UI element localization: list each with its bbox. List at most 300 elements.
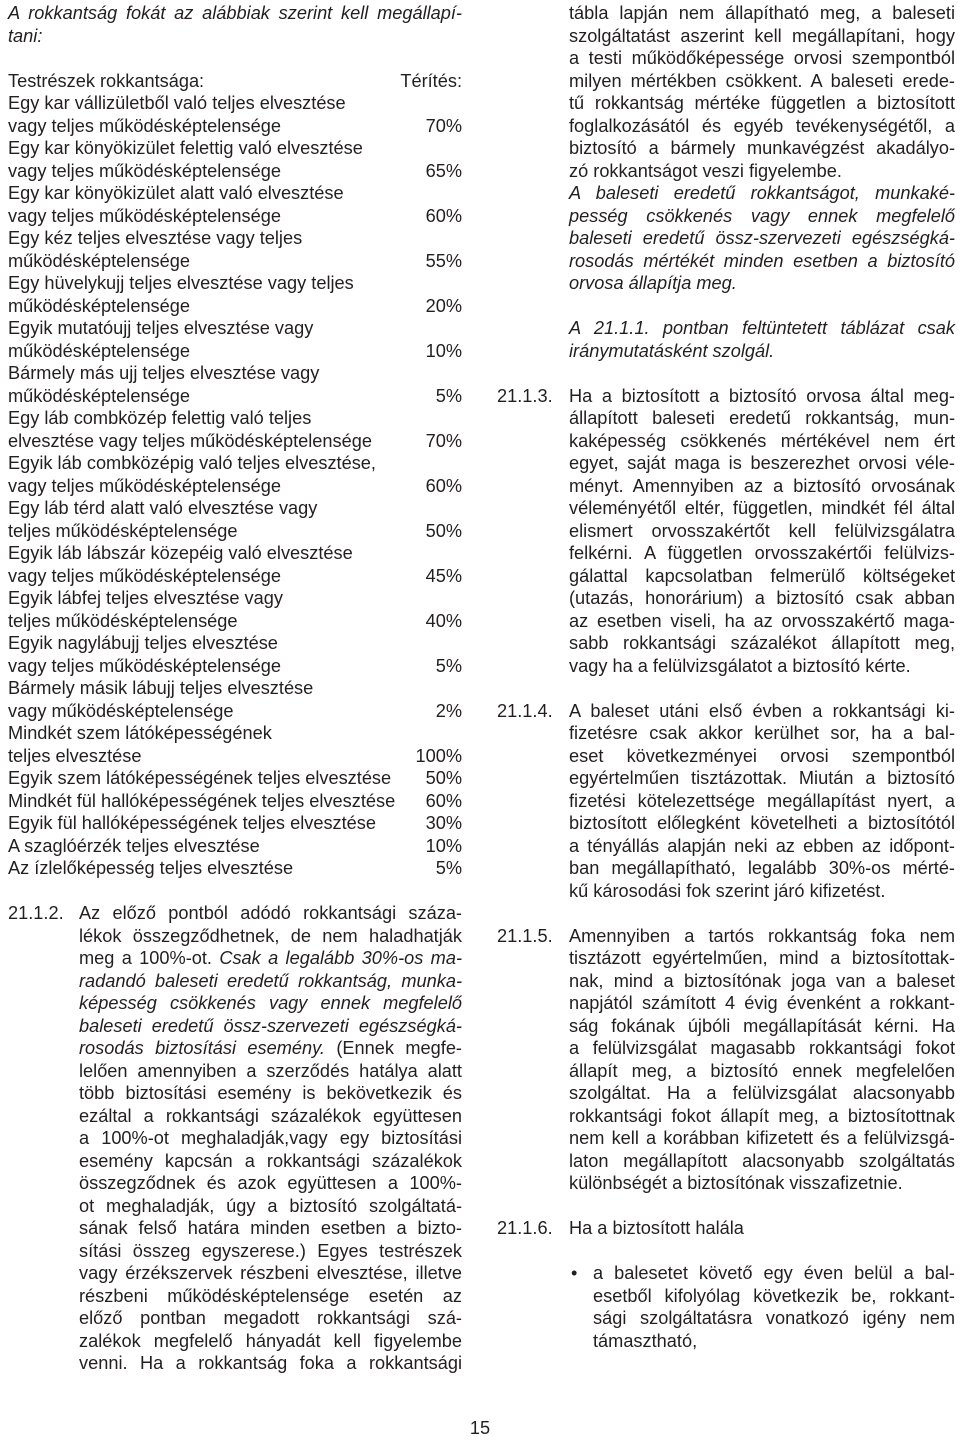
paragraph [569, 925, 955, 1195]
table-row [8, 452, 462, 497]
text-line [79, 1150, 462, 1173]
table-row [8, 632, 462, 677]
table-row-line [8, 497, 462, 520]
text-run: laton megállapított alacsonyabb szolgáltatás [569, 1150, 955, 1171]
text-line [569, 947, 955, 970]
text-line [8, 25, 462, 48]
body-part-label: vagy működésképtelensége [8, 700, 234, 721]
text-line [569, 407, 955, 430]
paragraph [569, 182, 955, 295]
table-row-line [8, 565, 462, 588]
section-body [569, 2, 955, 295]
table-row [8, 497, 462, 542]
body-part-label: Egyik nagylábujj teljes elvesztése [8, 633, 278, 653]
text-run: összegződnek és azok együttesen a 100%- [79, 1173, 462, 1193]
body-part-label: vagy teljes működésképtelensége [8, 475, 281, 496]
text-line [569, 835, 955, 858]
text-line [569, 182, 955, 205]
italic-text-run: pesség csökkenés vagy ennek megfelelő [569, 205, 955, 226]
bullet-list [569, 1262, 955, 1352]
text-line [593, 1330, 955, 1353]
compensation-rate: 60% [425, 475, 462, 496]
italic-text-run: baleseti eredetű össz-szervezeti egészségká- [569, 228, 955, 248]
text-line [569, 1105, 955, 1128]
text-line [79, 947, 462, 970]
table-row-line [8, 587, 462, 610]
table-row-line [8, 722, 462, 745]
table-header [8, 70, 462, 93]
italic-text-run: Csak a legalább 30%-os ma- [219, 948, 463, 968]
text-run: egyértelműen tisztázottak. Miután a biztosító [569, 768, 955, 788]
text-run: sának felső határa minden esetben a bizto- [79, 1218, 462, 1238]
text-line [8, 2, 462, 25]
compensation-rate: 10% [425, 340, 462, 361]
text-line [569, 542, 955, 565]
text-line [569, 340, 955, 363]
paragraph [569, 1217, 955, 1240]
text-run: vagy ha a felülvizsgálatot a biztosító kérte. [569, 655, 911, 676]
text-run: állapított baleseti eredetű rokkantság, mun- [569, 408, 955, 428]
text-run: a testi működőképessége orvosi szempontból [569, 48, 955, 68]
body-part-label: Egyik láb lábszár közepéig való elvesztése [8, 543, 353, 563]
text-line [79, 925, 462, 948]
text-run: sabb rokkantsági százalékot állapított meg, [569, 633, 955, 653]
table-row [8, 542, 462, 587]
table-row [8, 587, 462, 632]
text-line [569, 700, 955, 723]
text-line [569, 385, 955, 408]
body-part-label: Egy láb combközép felettig való teljes [8, 408, 312, 428]
body-part-label: A szaglóérzék teljes elvesztése [8, 835, 260, 856]
text-run: tábla lapján nem állapítható meg, a baleseti [569, 3, 955, 23]
text-run: napjától számított 4 évig évenként a rokkant- [569, 993, 955, 1013]
text-line [79, 1015, 462, 1038]
table-row-line [8, 812, 462, 835]
text-run: tű rokkantság mértéke független a biztosított [569, 93, 955, 113]
text-run: Amennyiben a tartós rokkantság foka nem [569, 925, 955, 946]
section-number: 21.1.2. [8, 903, 64, 923]
table-row-line [8, 115, 462, 138]
compensation-rate: 65% [425, 160, 462, 181]
text-line [569, 790, 955, 813]
text-run: kű károsodási fok szerint járó kifizetést. [569, 880, 886, 901]
body-part-label: teljes működésképtelensége [8, 520, 238, 541]
compensation-rate: 100% [415, 745, 462, 766]
text-line [569, 47, 955, 70]
italic-text-run: orvosa állapítja meg. [569, 273, 737, 293]
text-line [569, 655, 955, 678]
italic-text-run: iránymutatásként szolgál. [569, 340, 775, 361]
body-part-label: teljes működésképtelensége [8, 610, 238, 631]
table-row [8, 227, 462, 272]
text-run: foglalkozásától és egyéb tevékenységétől, a [569, 115, 955, 136]
text-run: (Ennek megfe- [324, 1038, 462, 1058]
text-run: esetből kifolyólag következik be, rokkant- [593, 1285, 955, 1306]
table-row-line [8, 430, 462, 453]
body-part-label: elvesztése vagy teljes működésképtelensége [8, 430, 372, 451]
text-run: milyen mértékben csökkent. A baleseti erede- [569, 70, 955, 91]
text-run: a 100%-ot meghaladják,vagy egy biztosítási [79, 1128, 462, 1148]
text-run: több biztosítási esemény is bekövetkezik és [79, 1083, 462, 1103]
page-number: 15 [469, 1418, 491, 1438]
body-part-label: vagy teljes működésképtelensége [8, 160, 281, 181]
italic-text-run: képesség csökkenés vagy ennek megfelelő [79, 993, 462, 1013]
text-line [569, 1037, 955, 1060]
table-row-line [8, 227, 462, 250]
text-line [569, 520, 955, 543]
text-line [569, 92, 955, 115]
table-row-line [8, 475, 462, 498]
text-line [569, 1217, 955, 1240]
text-line [569, 317, 955, 340]
text-block [497, 2, 955, 295]
text-line [569, 2, 955, 25]
italic-text-run: A baleseti eredetű rokkantságot, munkaké- [569, 183, 955, 203]
table-row [8, 407, 462, 452]
text-run: sági szolgáltatásra vonatkozó igény nem [593, 1308, 955, 1328]
text-run: elismert orvosszakértőt kell felülvizsgálatra [569, 520, 955, 541]
text-line [79, 1285, 462, 1308]
text-run: ság fokának újbóli megállapítását kérni. Ha [569, 1015, 955, 1036]
text-line [569, 205, 955, 228]
text-run: rokkantsági fokot állapít meg, a biztosítottnak [569, 1105, 955, 1126]
section-body [569, 925, 955, 1195]
text-run: biztosító a bármely munkavégzést akadályo- [569, 138, 955, 158]
text-line [79, 992, 462, 1015]
body-part-label: vagy teljes működésképtelensége [8, 565, 281, 586]
paragraph [569, 2, 955, 182]
text-line [569, 137, 955, 160]
body-part-label: Egy kar könyökizület felettig való elvesztése [8, 138, 363, 158]
text-run: különbségét a biztosítónak visszafizetnie. [569, 1173, 903, 1193]
text-line [79, 1060, 462, 1083]
italic-text-run: A 21.1.1. pontban feltüntetett táblázat csak [569, 318, 955, 338]
table-row-line [8, 632, 462, 655]
text-run: meg a 100%-ot. [79, 948, 220, 968]
text-line [593, 1285, 955, 1308]
text-run: Ha a biztosított a biztosító orvosa által meg- [569, 385, 955, 406]
table-row [8, 92, 462, 137]
compensation-rate: 45% [425, 565, 462, 586]
compensation-rate: 50% [425, 768, 462, 788]
table-row-line [8, 407, 462, 430]
table-row-line [8, 767, 462, 790]
italic-text-run: baleseti eredetű össz-szervezeti egészségká- [79, 1015, 462, 1036]
table-row-line [8, 317, 462, 340]
table-row [8, 137, 462, 182]
text-line [569, 812, 955, 835]
table-row [8, 812, 462, 835]
section-21-1-5 [497, 925, 955, 1195]
italic-text-run: A rokkantság fokát az alábbiak szerint kell megállapí- [8, 3, 462, 23]
section-body [569, 317, 955, 362]
compensation-rate: 70% [425, 430, 462, 451]
table-row [8, 677, 462, 722]
table-row [8, 317, 462, 362]
section-body [569, 1217, 955, 1352]
text-line [569, 1172, 955, 1195]
text-run: fizetési kötelezettsége megállapítást nyert, a [569, 790, 955, 811]
body-part-label: vagy teljes működésképtelensége [8, 115, 281, 136]
text-run: nak, mind a biztosítónak joga van a baleset [569, 970, 955, 991]
text-run: a tényállás alapján neki az ebben az időpont- [569, 835, 955, 856]
text-line [79, 1127, 462, 1150]
text-line [593, 1262, 955, 1285]
text-run: részbeni működésképtelensége esetén az [79, 1285, 462, 1306]
italic-text-run: radandó baleseti eredetű rokkantság, munka- [79, 970, 462, 991]
text-line [79, 1240, 462, 1263]
italic-text-run: rosodás mértékét minden esetben a biztosító [569, 250, 955, 271]
text-line [569, 497, 955, 520]
table-row-line [8, 745, 462, 768]
table-row [8, 362, 462, 407]
body-part-label: Bármely másik lábujj teljes elvesztése [8, 678, 314, 698]
body-part-label: Egy láb térd alatt való elvesztése vagy [8, 498, 318, 518]
text-line [569, 610, 955, 633]
italic-text-run: tani: [8, 25, 43, 46]
text-run: sítási összeg egyszerese.) Egyes testrészek [79, 1240, 462, 1261]
text-run: előző pontban megadott rokkantsági szá- [79, 1308, 462, 1328]
table-row-line [8, 542, 462, 565]
table-row-line [8, 655, 462, 678]
body-part-label: Egy hüvelykujj teljes elvesztése vagy teljes [8, 273, 354, 293]
section-21-1-3 [497, 385, 955, 678]
text-line [569, 160, 955, 183]
bullet-item [569, 1262, 955, 1352]
text-run: zalékok megfelelő hányadát kell figyelembe [79, 1330, 462, 1351]
text-run: Az előző pontból adódó rokkantsági száza- [79, 903, 462, 923]
text-run: felkérni. A független orvosszakértői felülvizs- [569, 543, 955, 563]
table-row [8, 790, 462, 813]
table-row-line [8, 385, 462, 408]
text-line [79, 970, 462, 993]
body-part-label: Az ízlelőképesség teljes elvesztése [8, 858, 294, 878]
table-row [8, 767, 462, 790]
body-part-label: Egyik fül hallóképességének teljes elvesztése [8, 813, 377, 833]
table-row-line [8, 205, 462, 228]
text-run: fizetésre csak akkor kerülhet sor, ha a bal- [569, 723, 955, 743]
text-line [593, 1307, 955, 1330]
section-21-1-4 [497, 700, 955, 903]
section-21-1-2 [8, 902, 462, 1375]
text-run: lelően amennyiben a szerződés hatálya alatt [79, 1060, 462, 1081]
text-run: venni. Ha a rokkantság foka a rokkantsági [79, 1353, 462, 1373]
text-line [569, 925, 955, 948]
text-line [569, 1015, 955, 1038]
section-number: 21.1.5. [497, 925, 553, 946]
text-run: a balesetet követő egy éven belül a bal- [593, 1263, 955, 1283]
text-line [569, 565, 955, 588]
left-column [8, 2, 462, 1397]
section-body [569, 700, 955, 903]
intro-note [8, 2, 462, 47]
text-line [569, 430, 955, 453]
table-header-value: Térítés: [400, 70, 462, 91]
table-row-line [8, 295, 462, 318]
text-line [79, 1330, 462, 1353]
text-line [569, 1150, 955, 1173]
table-row-line [8, 92, 462, 115]
table-row-line [8, 610, 462, 633]
text-run: a felülvizsgálat magasabb rokkantsági fokot [569, 1038, 955, 1058]
text-run: véleményétől eltér, független, mindkét fél által [569, 498, 955, 518]
body-part-label: vagy teljes működésképtelensége [8, 655, 281, 676]
text-line [569, 767, 955, 790]
section-indent [497, 2, 569, 25]
table-header-label: Testrészek rokkantsága: [8, 70, 205, 91]
text-run: tisztázott egyértelműen, mind a biztosítottak- [569, 948, 955, 968]
table-row-line [8, 340, 462, 363]
table-row [8, 272, 462, 317]
text-run: vagy érzékszervek részbeni elvesztése, illetve [79, 1263, 462, 1283]
table-row-line [8, 677, 462, 700]
text-run: támasztható, [593, 1330, 698, 1351]
left-sections [8, 902, 462, 1375]
paragraph [569, 700, 955, 903]
text-line [79, 1195, 462, 1218]
text-line [569, 70, 955, 93]
table-row-line [8, 137, 462, 160]
section-body [79, 902, 462, 1375]
table-row-line [8, 835, 462, 858]
text-line [569, 272, 955, 295]
body-part-label: Egyik láb combközépig való teljes elvesztése, [8, 453, 376, 473]
body-part-label: működésképtelensége [8, 385, 190, 406]
body-part-label: Mindkét fül hallóképességének teljes elvesztése [8, 790, 396, 811]
text-line [79, 1082, 462, 1105]
text-line [79, 1352, 462, 1375]
paragraph [79, 902, 462, 1375]
right-column [497, 2, 955, 1375]
text-run: kaképesség csökkenés mértékével nem ért [569, 430, 955, 451]
text-run: (utazás, honorárium) a biztosító csak abban [569, 588, 955, 608]
table-row-line [8, 520, 462, 543]
bullet-text [593, 1262, 955, 1352]
table-row-line [8, 700, 462, 723]
compensation-rate: 40% [425, 610, 462, 631]
body-part-label: teljes elvesztése [8, 745, 142, 766]
text-run: lékok összegződhetnek, de nem haladhatják [79, 925, 462, 946]
body-part-label: Egyik szem látóképességének teljes elvesztése [8, 768, 392, 788]
text-run: szolgáltatást aszerint kell megállapítani, hogy [569, 25, 955, 46]
text-line [79, 902, 462, 925]
paragraph [569, 317, 955, 362]
text-line [79, 1105, 462, 1128]
table-row-line [8, 452, 462, 475]
text-run: ményt. Amennyiben az a biztosító orvosának [569, 475, 955, 496]
compensation-rate: 60% [425, 205, 462, 226]
text-block [497, 317, 955, 362]
text-line [569, 25, 955, 48]
compensation-rate: 55% [425, 250, 462, 271]
body-part-label: Egy kar vállizületből való teljes elvesztése [8, 93, 346, 113]
section-number: 21.1.6. [497, 1218, 553, 1238]
text-run: szolgáltat. Ha a felülvizsgálat alacsonyabb [569, 1083, 955, 1103]
compensation-rate: 30% [425, 813, 462, 833]
bullet-marker: • [571, 1263, 578, 1283]
text-line [79, 1262, 462, 1285]
compensation-rate: 2% [435, 700, 462, 721]
table-row [8, 722, 462, 767]
compensation-rate: 70% [425, 115, 462, 136]
text-line [569, 452, 955, 475]
table-row [8, 857, 462, 880]
text-run: ezáltal a rokkantsági százalékok együttesen [79, 1105, 462, 1126]
table-row [8, 835, 462, 858]
text-run: állapít meg, a biztosító ennek megfelelően [569, 1060, 955, 1081]
text-line [569, 1060, 955, 1083]
text-run: az esetben viseli, ha az orvosszakértő maga- [569, 610, 955, 631]
body-part-label: Egyik lábfej teljes elvesztése vagy [8, 588, 283, 608]
text-run: esemény kapcsán a rokkantsági százalékok [79, 1150, 462, 1171]
section-number: 21.1.3. [497, 385, 553, 406]
table-row [8, 182, 462, 227]
compensation-rate: 20% [425, 295, 462, 316]
compensation-rate: 60% [425, 790, 462, 811]
section-21-1-6 [497, 1217, 955, 1352]
compensation-rate: 50% [425, 520, 462, 541]
section-body [569, 385, 955, 678]
paragraph [8, 2, 462, 47]
text-run: A baleset utáni első évben a rokkantsági ki- [569, 700, 955, 721]
text-run: nem kell a korábban kifizetett és a felülvizsgá- [569, 1128, 955, 1148]
text-line [569, 722, 955, 745]
text-line [569, 857, 955, 880]
paragraph [569, 385, 955, 678]
compensation-rate: 5% [435, 858, 462, 878]
compensation-rate: 5% [435, 655, 462, 676]
text-run: egyet, saját maga is beszerezhet orvosi véle- [569, 453, 955, 473]
section-indent [497, 317, 569, 340]
text-line [569, 992, 955, 1015]
table-row-line [8, 790, 462, 813]
compensation-rate: 10% [425, 835, 462, 856]
text-line [79, 1172, 462, 1195]
italic-text-run: rosodás biztosítási esemény. [79, 1038, 325, 1058]
table-row-line [8, 160, 462, 183]
text-line [569, 632, 955, 655]
text-run: Ha a biztosított halála [569, 1218, 744, 1238]
text-run: gálattal kapcsolatban felmerülő költségeket [569, 565, 955, 586]
body-part-label: Mindkét szem látóképességének [8, 723, 272, 743]
body-part-label: vagy teljes működésképtelensége [8, 205, 281, 226]
table-row-line [8, 362, 462, 385]
text-line [569, 250, 955, 273]
table-row-line [8, 182, 462, 205]
text-run: zó rokkantságot veszi figyelembe. [569, 160, 842, 181]
body-part-label: Egyik mutatóujj teljes elvesztése vagy [8, 318, 314, 338]
compensation-rate: 5% [435, 385, 462, 406]
body-part-label: Bármely más ujj teljes elvesztése vagy [8, 363, 320, 383]
table-row-line [8, 857, 462, 880]
text-line [569, 1082, 955, 1105]
body-part-label: működésképtelensége [8, 250, 190, 271]
text-line [79, 1217, 462, 1240]
body-part-label: működésképtelensége [8, 295, 190, 316]
body-part-label: Egy kar könyökizület alatt való elvesztése [8, 183, 344, 203]
table-row-line [8, 250, 462, 273]
text-line [79, 1307, 462, 1330]
text-run: biztosított előlegként követelheti a biztosítótól [569, 813, 955, 833]
text-line [569, 115, 955, 138]
text-line [569, 475, 955, 498]
text-line [569, 227, 955, 250]
text-line [569, 587, 955, 610]
text-line [569, 745, 955, 768]
disability-rate-table [8, 70, 462, 880]
text-line [569, 970, 955, 993]
text-run: eset következményei orvosi szempontból [569, 745, 955, 766]
